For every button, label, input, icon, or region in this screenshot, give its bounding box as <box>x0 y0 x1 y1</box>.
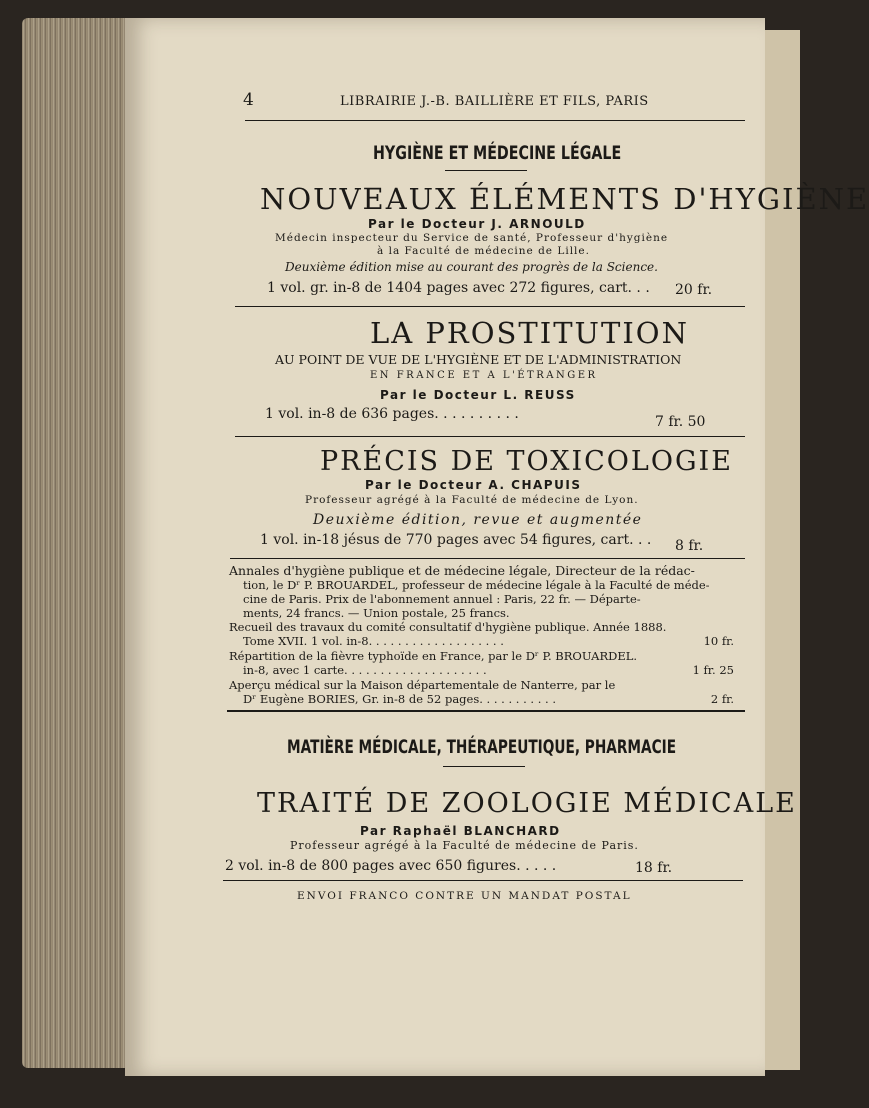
book-desc-line2: à la Faculté de médecine de Lille. <box>377 245 590 257</box>
book-format: 1 vol. in-8 de 636 pages. . . . . . . . . . <box>265 406 519 422</box>
listing-repartition-price: 1 fr. 25 <box>692 663 734 677</box>
listing-annales-line1: Annales d'hygiène publique et de médecine légale, Directeur de la rédac- <box>229 563 695 578</box>
section-title-matiere: MATIÈRE MÉDICALE, THÉRAPEUTIQUE, PHARMACIE <box>287 736 677 758</box>
page-number: 4 <box>243 90 254 110</box>
book-page <box>125 18 869 1076</box>
divider <box>230 558 745 559</box>
book-author-blanchard: Par Raphaël BLANCHARD <box>360 824 561 838</box>
book-price: 20 fr. <box>675 282 713 298</box>
listing-recueil-line2: Tome XVII. 1 vol. in-8. . . . . . . . . . . . . . . . . . . <box>243 634 504 648</box>
divider <box>235 306 745 307</box>
book-title-zoologie: TRAITÉ DE ZOOLOGIE MÉDICALE <box>257 788 797 819</box>
book-price: 7 fr. 50 <box>655 414 706 430</box>
book-author-reuss: Par le Docteur L. REUSS <box>380 388 576 402</box>
section-underline <box>445 170 527 171</box>
listing-annales-line4: ments, 24 francs. — Union postale, 25 francs. <box>243 606 510 620</box>
listing-apercu-line2: Dʳ Eugène BORIES, Gr. in-8 de 52 pages. . . . . . . . . . . <box>243 692 557 706</box>
book-title-prostitution: LA PROSTITUTION <box>370 316 689 350</box>
book-edition: Deuxième édition mise au courant des progrès de la Science. <box>285 260 658 274</box>
book-desc: Professeur agrégé à la Faculté de médecine de Lyon. <box>305 494 639 506</box>
listing-repartition-line1: Répartition de la fièvre typhoïde en France, par le Dʳ P. BROUARDEL. <box>229 649 638 663</box>
section-title-hygiene: HYGIÈNE ET MÉDECINE LÉGALE <box>373 142 622 164</box>
book-author-arnould: Par le Docteur J. ARNOULD <box>368 217 586 231</box>
divider <box>235 436 745 437</box>
listing-apercu-price: 2 fr. <box>710 692 734 706</box>
footer-note: ENVOI FRANCO CONTRE UN MANDAT POSTAL <box>297 890 632 902</box>
book-subtitle-line1: AU POINT DE VUE DE L'HYGIÈNE ET DE L'ADMINISTRATION <box>275 352 682 367</box>
listing-recueil-price: 10 fr. <box>703 634 734 648</box>
listing-recueil-line1: Recueil des travaux du comité consultatif d'hygiène publique. Année 1888. <box>229 620 667 634</box>
book-desc-line1: Médecin inspecteur du Service de santé, Professeur d'hygiène <box>275 232 669 244</box>
listing-annales-line2: tion, le Dʳ P. BROUARDEL, professeur de médecine légale à la Faculté de méde- <box>243 578 710 592</box>
book-author-chapuis: Par le Docteur A. CHAPUIS <box>365 478 582 492</box>
book-format: 1 vol. in-18 jésus de 770 pages avec 54 figures, cart. . . <box>260 532 652 548</box>
book-desc: Professeur agrégé à la Faculté de médecine de Paris. <box>290 839 639 852</box>
book-edition: Deuxième édition, revue et augmentée <box>313 512 643 528</box>
book-format: 1 vol. gr. in-8 de 1404 pages avec 272 figures, cart. . . <box>267 280 650 296</box>
section-divider <box>227 710 745 712</box>
listing-repartition-line2: in-8, avec 1 carte. . . . . . . . . . . . . . . . . . . . <box>243 663 487 677</box>
book-price: 8 fr. <box>675 538 704 554</box>
section-underline <box>443 766 525 767</box>
book-subtitle-line2: EN FRANCE ET A L'ÉTRANGER <box>370 370 598 381</box>
divider <box>223 880 743 881</box>
book-title-toxicologie: PRÉCIS DE TOXICOLOGIE <box>320 446 733 477</box>
book-format: 2 vol. in-8 de 800 pages avec 650 figures. . . . . <box>225 858 557 874</box>
listing-annales-line3: cine de Paris. Prix de l'abonnement annuel : Paris, 22 fr. — Départe- <box>243 592 641 606</box>
book-price: 18 fr. <box>635 860 673 876</box>
book-title-hygiene: NOUVEAUX ÉLÉMENTS D'HYGIÈNE <box>260 182 869 216</box>
header-rule <box>245 120 745 121</box>
publisher-header: LIBRAIRIE J.-B. BAILLIÈRE ET FILS, PARIS <box>340 94 649 109</box>
listing-apercu-line1: Aperçu médical sur la Maison départementale de Nanterre, par le <box>229 678 616 692</box>
book-page-edges <box>22 18 132 1068</box>
